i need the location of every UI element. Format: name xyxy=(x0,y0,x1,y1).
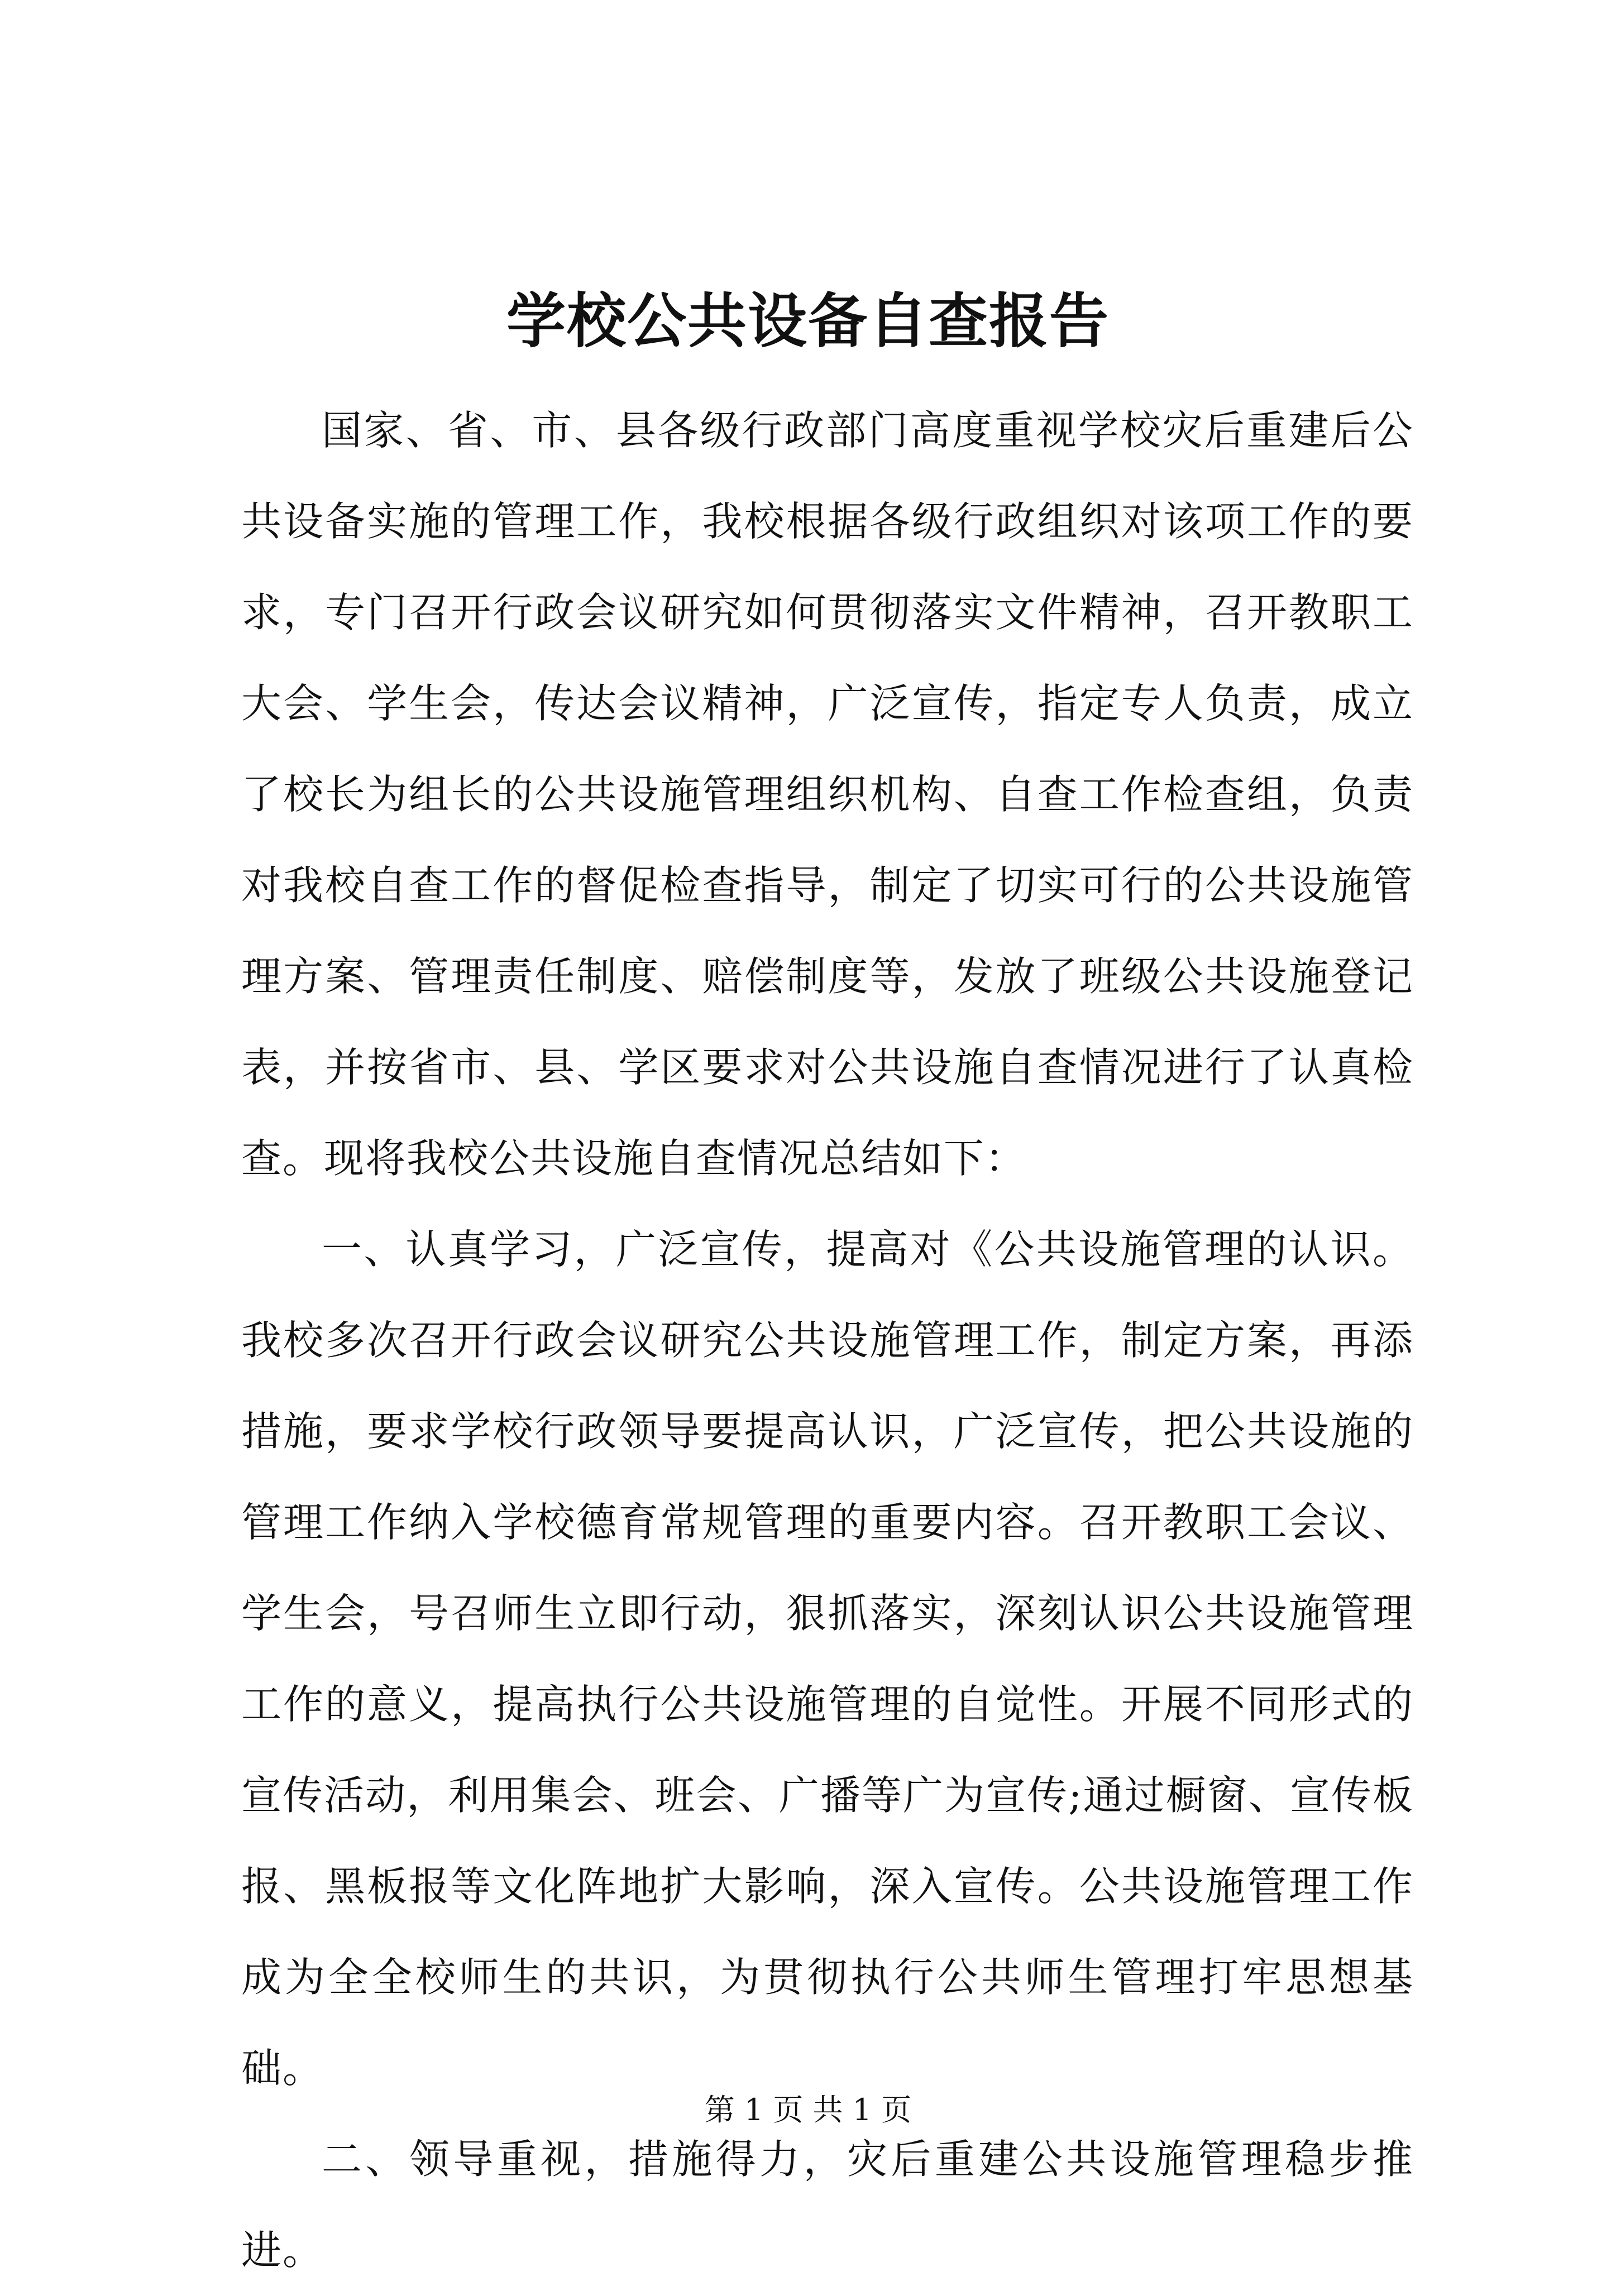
document-title: 学校公共设备自查报告 xyxy=(506,286,1110,356)
paragraph-intro: 国家、省、市、县各级行政部门高度重视学校灾后重建后公共设备实施的管理工作，我校根据各级行政组织对该项工作的要求，专门召开行政会议研究如何贯彻落实文件精神，召开教职工大会、学生会，传达会议精神，广泛宣传，指定专人负责，成立了校长为组长的公共设施管理组织机构、自查工作检查组，负责对我校自查工作的督促检查指导，制定了切实可行的公共设施管理方案、管理责任制度、赔偿制度等，发放了班级公共设施登记表，并按省市、县、学区要求对公共设施自查情况进行了认真检查。现将我校公共设施自查情况总结如下： xyxy=(241,407,1414,1182)
paragraph-section-1: 一、认真学习，广泛宣传，提高对《公共设施管理的认识。我校多次召开行政会议研究公共设施管理工作，制定方案，再添措施，要求学校行政领导要提高认识，广泛宣传，把公共设施的管理工作纳入学校德育常规管理的重要内容。召开教职工会议、学生会，号召师生立即行动，狠抓落实，深刻认识公共设施管理工作的意义，提高执行公共设施管理的自觉性。开展不同形式的宣传活动，利用集会、班会、广播等广为宣传;通过橱窗、宣传板报、黑板报等文化阵地扩大影响，深入宣传。公共设施管理工作成为全全校师生的共识，为贯彻执行公共师生管理打牢思想基础。 xyxy=(241,1226,1414,2092)
page-footer: 第 1 页 共 1 页 xyxy=(704,2092,912,2127)
paragraph-section-2: 二、领导重视，措施得力，灾后重建公共设施管理稳步推进。 xyxy=(241,2136,1414,2274)
document-body xyxy=(241,385,1414,2296)
